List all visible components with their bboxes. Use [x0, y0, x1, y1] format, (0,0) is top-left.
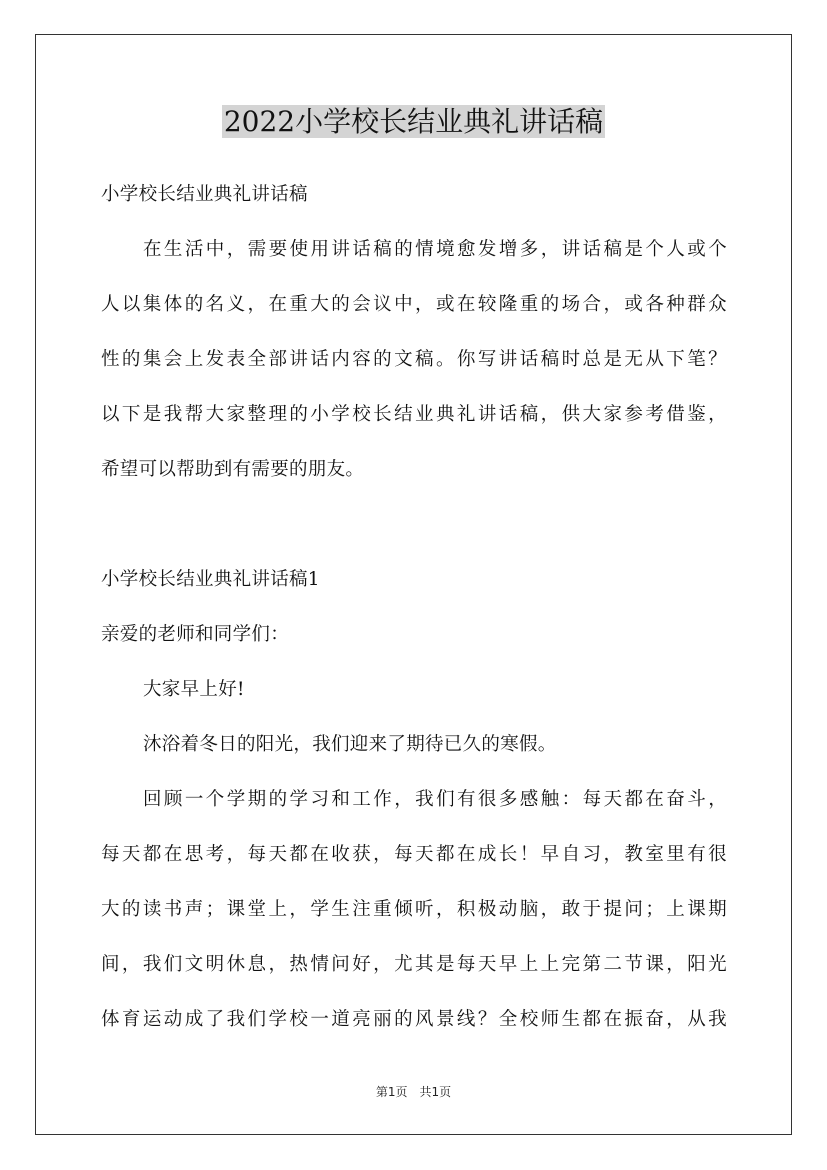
paragraph-2-line: 回顾一个学期的学习和工作，我们有很多感触：每天都在奋斗， [143, 789, 727, 810]
intro-line: 希望可以帮助到有需要的朋友。 [101, 459, 365, 480]
intro-line: 在生活中，需要使用讲话稿的情境愈发增多，讲话稿是个人或个 [143, 239, 727, 260]
paragraph-2-line: 大的读书声；课堂上，学生注重倾听，积极动脑，敢于提问；上课期 [101, 899, 727, 920]
subtitle: 小学校长结业典礼讲话稿 [101, 184, 308, 205]
intro-line: 人以集体的名义，在重大的会议中，或在较隆重的场合，或各种群众 [101, 294, 727, 315]
intro-line: 以下是我帮大家整理的小学校长结业典礼讲话稿，供大家参考借鉴， [101, 404, 727, 425]
page-footer: 第1页 共1页 [375, 1085, 452, 1099]
paragraph-2-line: 间，我们文明休息，热情问好，尤其是每天早上上完第二节课，阳光 [101, 954, 727, 975]
paragraph-1: 沐浴着冬日的阳光，我们迎来了期待已久的寒假。 [143, 734, 557, 755]
intro-line: 性的集会上发表全部讲话内容的文稿。你写讲话稿时总是无从下笔？ [101, 349, 727, 370]
paragraph-2-line: 每天都在思考，每天都在收获，每天都在成长！早自习，教室里有很 [101, 844, 727, 865]
document-title [0, 100, 827, 144]
blank-line [101, 497, 727, 552]
salutation: 亲爱的老师和同学们： [101, 624, 290, 645]
section-heading: 小学校长结业典礼讲话稿1 [101, 569, 320, 590]
document-title-text: 2022小学校长结业典礼讲话稿 [223, 105, 604, 138]
paragraph-2-line: 体育运动成了我们学校一道亮丽的风景线？全校师生都在振奋，从我 [101, 1009, 727, 1030]
greeting: 大家早上好! [143, 679, 245, 700]
document-body [101, 167, 727, 1047]
